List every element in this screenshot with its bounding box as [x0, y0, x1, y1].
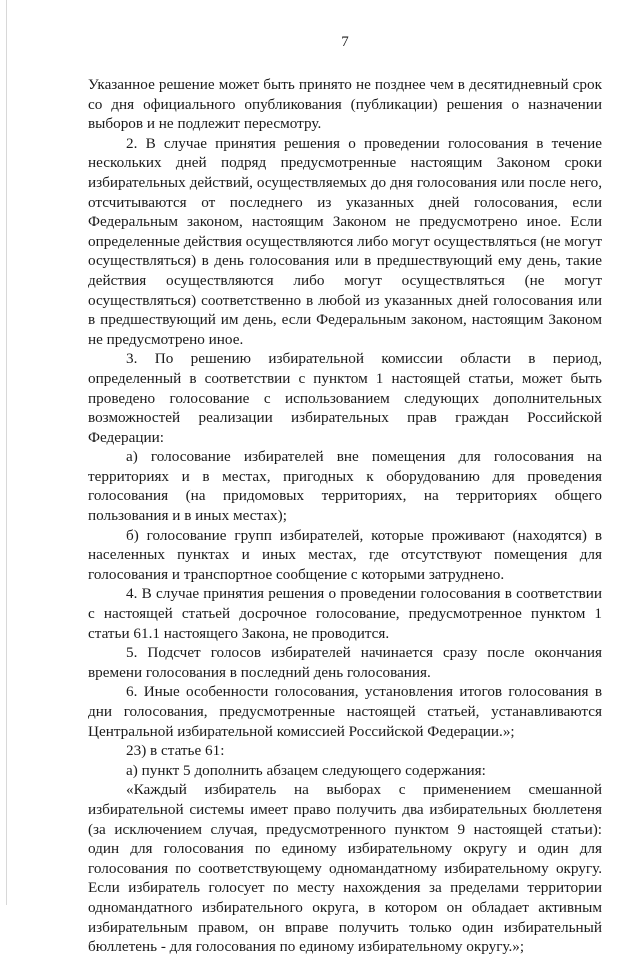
- paragraph-item-2: 2. В случае принятия решения о проведении голосования в течение нескольких дней подряд предусмотренные настоящим Законом сроки избирательных действий, осуществляемых до дня голосования или после него, отсчитываются от последнего из указанных дней голосования, если Федеральным законом, настоящим Законом не предусмотрено иное. Если определенные действия осуществляются либо могут осуществляться (не могут осуществляться) в день голосования или в предшествующий ему день, такие действия осуществляются либо могут осуществляться (не могут осуществляться) соответственно в любой из указанных дней голосования или в предшествующий им день, если Федеральным законом, настоящим Законом не предусмотрено иное.: [88, 134, 602, 348]
- paragraph-subitem-a: а) голосование избирателей вне помещения для голосования на территориях и в местах, пригодных к оборудованию для проведения голосования (на придомовых территориях, на территориях общего пользования и в иных местах);: [88, 448, 602, 525]
- paragraph-item-4: 4. В случае принятия решения о проведении голосования в соответствии с настоящей статьей досрочное голосование, предусмотренное пунктом 1 статьи 61.1 настоящего Закона, не проводится.: [88, 585, 602, 642]
- paragraph-item-23: 23) в статье 61:: [126, 742, 225, 760]
- scan-edge-line: [6, 0, 7, 905]
- paragraph-quote: «Каждый избиратель на выборах с применением смешанной избирательной системы имеет право получить два избирательных бюллетеня (за исключением случая, предусмотренного пунктом 9 настоящей статьи): один для голосования по единому избирательному округу и один для голосования по соответствующему одномандатному избирательному округу. Если избиратель голосует по месту нахождения за пределами территории одномандатного избирательного округа, в котором он обладает активным избирательным правом, он вправе получить только один избирательный бюллетень - для голосования по единому избирательному округу.»;: [88, 781, 602, 956]
- paragraph-subitem-a-amend: а) пункт 5 дополнить абзацем следующего содержания:: [126, 761, 486, 779]
- document-body: [88, 75, 602, 957]
- page-number: 7: [341, 34, 349, 50]
- paragraph-subitem-b: б) голосование групп избирателей, которые проживают (находятся) в населенных пунктах и иных местах, где отсутствуют помещения для голосования и транспортное сообщение с которыми затруднено.: [88, 526, 602, 583]
- paragraph-item-6: 6. Иные особенности голосования, установления итогов голосования в дни голосования, предусмотренные настоящей статьей, устанавливаются Центральной избирательной комиссией Российской Федерации.»;: [88, 683, 602, 740]
- paragraph-item-5: 5. Подсчет голосов избирателей начинается сразу после окончания времени голосования в последний день голосования.: [88, 644, 602, 681]
- paragraph-continuation: Указанное решение может быть принято не позднее чем в десятидневный срок со дня официального опубликования (публикации) решения о назначении выборов и не подлежит пересмотру.: [88, 76, 602, 133]
- paragraph-item-3: 3. По решению избирательной комиссии области в период, определенный в соответствии с пунктом 1 настоящей статьи, может быть проведено голосование с использованием следующих дополнительных возможностей реализации избирательных прав граждан Российской Федерации:: [88, 350, 602, 446]
